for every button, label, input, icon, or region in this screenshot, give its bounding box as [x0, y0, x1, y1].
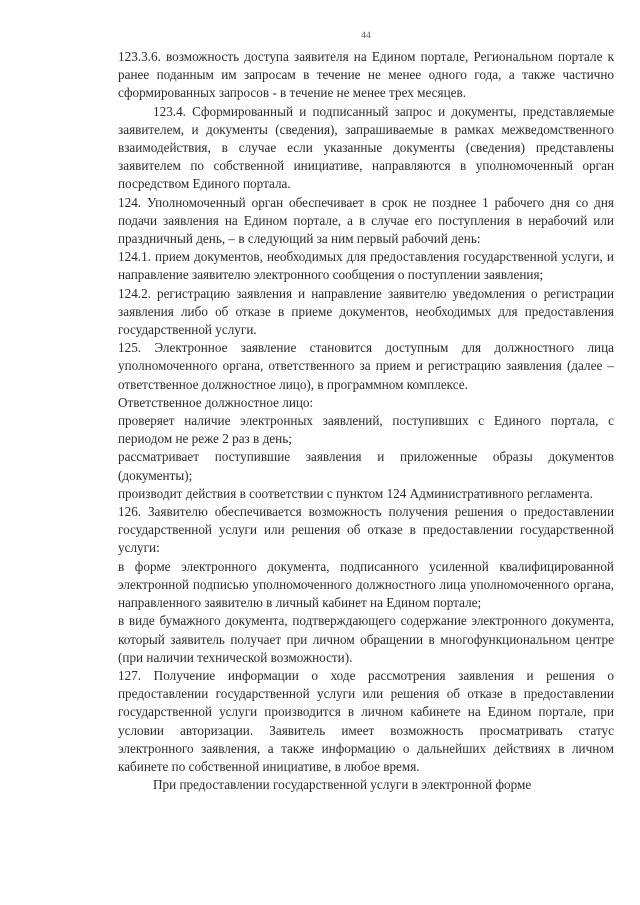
- paragraph-123-4: 123.4. Сформированный и подписанный запрос и документы, представляемые заявителем, и документы (сведения), запрашиваемые в рамках межведомственного взаимодействия, в случае если указанные документы (сведения) представлены заявителем по собственной инициативе, направляются в уполномоченный орган посредством Единого портала.: [118, 103, 614, 192]
- paragraph-performs-actions: производит действия в соответствии с пунктом 124 Административного регламента.: [118, 485, 593, 501]
- paragraph-paper-document: в виде бумажного документа, подтверждающего содержание электронного документа, который заявитель получает при личном обращении в многофункциональном центре (при наличии технической возможности).: [118, 613, 614, 665]
- paragraph-electronic-form: При предоставлении государственной услуги в электронной форме: [153, 777, 532, 793]
- paragraph-127: 127. Получение информации о ходе рассмотрения заявления и решения о предоставлении государственной услуги или решения об отказе в предоставлении государственной услуги производится в личном кабинете на Едином портале, при условии авторизации. Заявитель имеет возможность просматривать статус электронного заявления, а также информацию о дальнейших действиях в личном кабинете по собственной инициативе, в любое время.: [118, 667, 614, 774]
- paragraph-electronic-document: в форме электронного документа, подписанного усиленной квалифицированной электронной подписью уполномоченного должностного лица уполномоченного органа, направленного заявителю в личный кабинет на Едином портале;: [118, 558, 614, 611]
- paragraph-checks-applications: проверяет наличие электронных заявлений, поступивших с Единого портала, с периодом не реже 2 раз в день;: [118, 413, 614, 447]
- paragraph-124-2: 124.2. регистрацию заявления и направление заявителю уведомления о регистрации заявления либо об отказе в приеме документов, необходимых для предоставления государственной услуги.: [118, 285, 614, 338]
- page-number: 44: [361, 31, 371, 41]
- paragraph-124: 124. Уполномоченный орган обеспечивает в срок не позднее 1 рабочего дня со дня подачи заявления на Едином портале, а в случае его поступления в нерабочий или праздничный день, – в следующий за ним первый рабочий день:: [118, 194, 614, 247]
- paragraph-125: 125. Электронное заявление становится доступным для должностного лица уполномоченного органа, ответственного за прием и регистрацию заявления (далее – ответственное должностное лицо), в программном комплексе.: [118, 340, 614, 392]
- paragraph-reviews-applications: рассматривает поступившие заявления и приложенные образы документов (документы);: [118, 449, 614, 483]
- paragraph-124-1: 124.1. прием документов, необходимых для предоставления государственной услуги, и направление заявителю электронного сообщения о поступлении заявления;: [118, 249, 614, 283]
- paragraph-126: 126. Заявителю обеспечивается возможность получения решения о предоставлении государственной услуги или решения об отказе в предоставлении государственной услуги:: [118, 504, 614, 556]
- paragraph-123-3-6: 123.3.6. возможность доступа заявителя на Едином портале, Региональном портале к ранее поданным им запросам в течение не менее одного года, а также частично сформированных запросов - в течение не менее трех месяцев.: [118, 49, 614, 101]
- paragraph-responsible-official: Ответственное должностное лицо:: [118, 394, 314, 410]
